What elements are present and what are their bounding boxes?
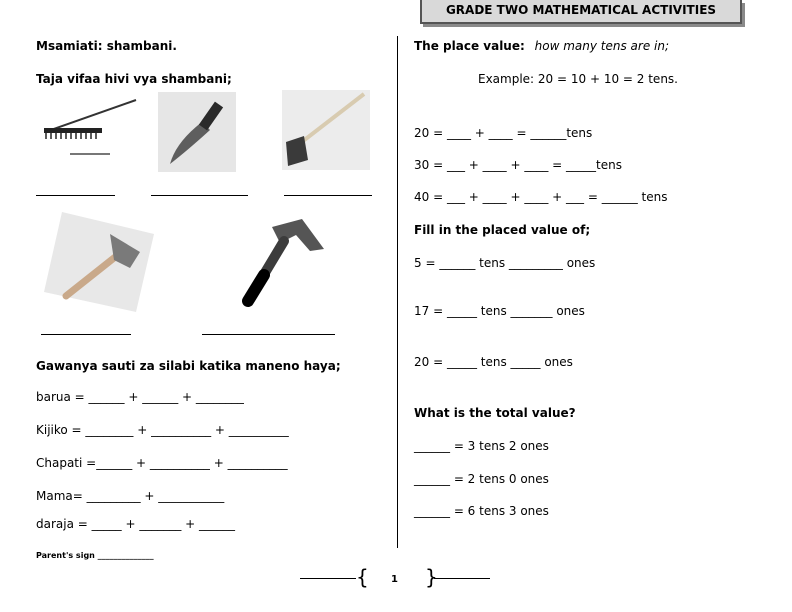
answer-line-rake[interactable]: [36, 195, 115, 196]
total-line[interactable]: ______ = 3 tens 2 ones: [414, 439, 549, 453]
footer-rule-left: [300, 578, 356, 579]
footer-rule-right: [434, 578, 490, 579]
syllable-line[interactable]: daraja = _____ + _______ + ______: [36, 517, 235, 531]
tens-line[interactable]: 30 = ___ + ____ + ____ = _____tens: [414, 158, 622, 172]
hoe-image: [282, 90, 370, 170]
tens-line[interactable]: 40 = ___ + ____ + ____ + ___ = ______ tens: [414, 190, 668, 204]
answer-line-machete[interactable]: [151, 195, 248, 196]
column-divider: [397, 36, 398, 548]
axe-image: [44, 212, 154, 312]
answer-line-hoe[interactable]: [284, 195, 372, 196]
fill-line[interactable]: 20 = _____ tens _____ ones: [414, 355, 573, 369]
fill-line[interactable]: 17 = _____ tens _______ ones: [414, 304, 585, 318]
tens-line[interactable]: 20 = ____ + ____ = ______tens: [414, 126, 593, 140]
syllable-line[interactable]: Mama= _________ + ___________: [36, 489, 225, 503]
syllable-heading: Gawanya sauti za silabi katika maneno haya;: [36, 359, 341, 373]
total-line[interactable]: ______ = 6 tens 3 ones: [414, 504, 549, 518]
total-heading: What is the total value?: [414, 406, 576, 420]
example-line: Example: 20 = 10 + 10 = 2 tens.: [478, 72, 678, 86]
syllable-line[interactable]: Chapati =______ + __________ + __________: [36, 456, 288, 470]
hammer-image: [214, 205, 329, 313]
answer-line-hammer[interactable]: [202, 334, 335, 335]
total-line[interactable]: ______ = 2 tens 0 ones: [414, 472, 549, 486]
syllable-line[interactable]: barua = ______ + ______ + ________: [36, 390, 244, 404]
answer-line-axe[interactable]: [41, 334, 131, 335]
place-value-header: [414, 39, 669, 53]
page-banner: GRADE TWO MATHEMATICAL ACTIVITIES: [420, 0, 742, 24]
syllable-line[interactable]: Kijiko = ________ + __________ + __________: [36, 423, 289, 437]
fill-line[interactable]: 5 = ______ tens _________ ones: [414, 256, 596, 270]
footer-bracket-left: {: [356, 565, 369, 589]
place-value-heading: The place value:: [414, 39, 525, 53]
rake-image: [40, 95, 140, 160]
machete-image: [158, 92, 236, 172]
parent-sign[interactable]: Parent's sign ______________: [36, 551, 154, 560]
vocabulary-heading: Msamiati: shambani.: [36, 39, 177, 53]
page-number: 1: [391, 574, 398, 585]
footer-bracket-right: }: [425, 565, 438, 589]
fill-heading: Fill in the placed value of;: [414, 223, 591, 237]
place-value-subheading: how many tens are in;: [534, 39, 669, 53]
tools-prompt: Taja vifaa hivi vya shambani;: [36, 72, 232, 86]
